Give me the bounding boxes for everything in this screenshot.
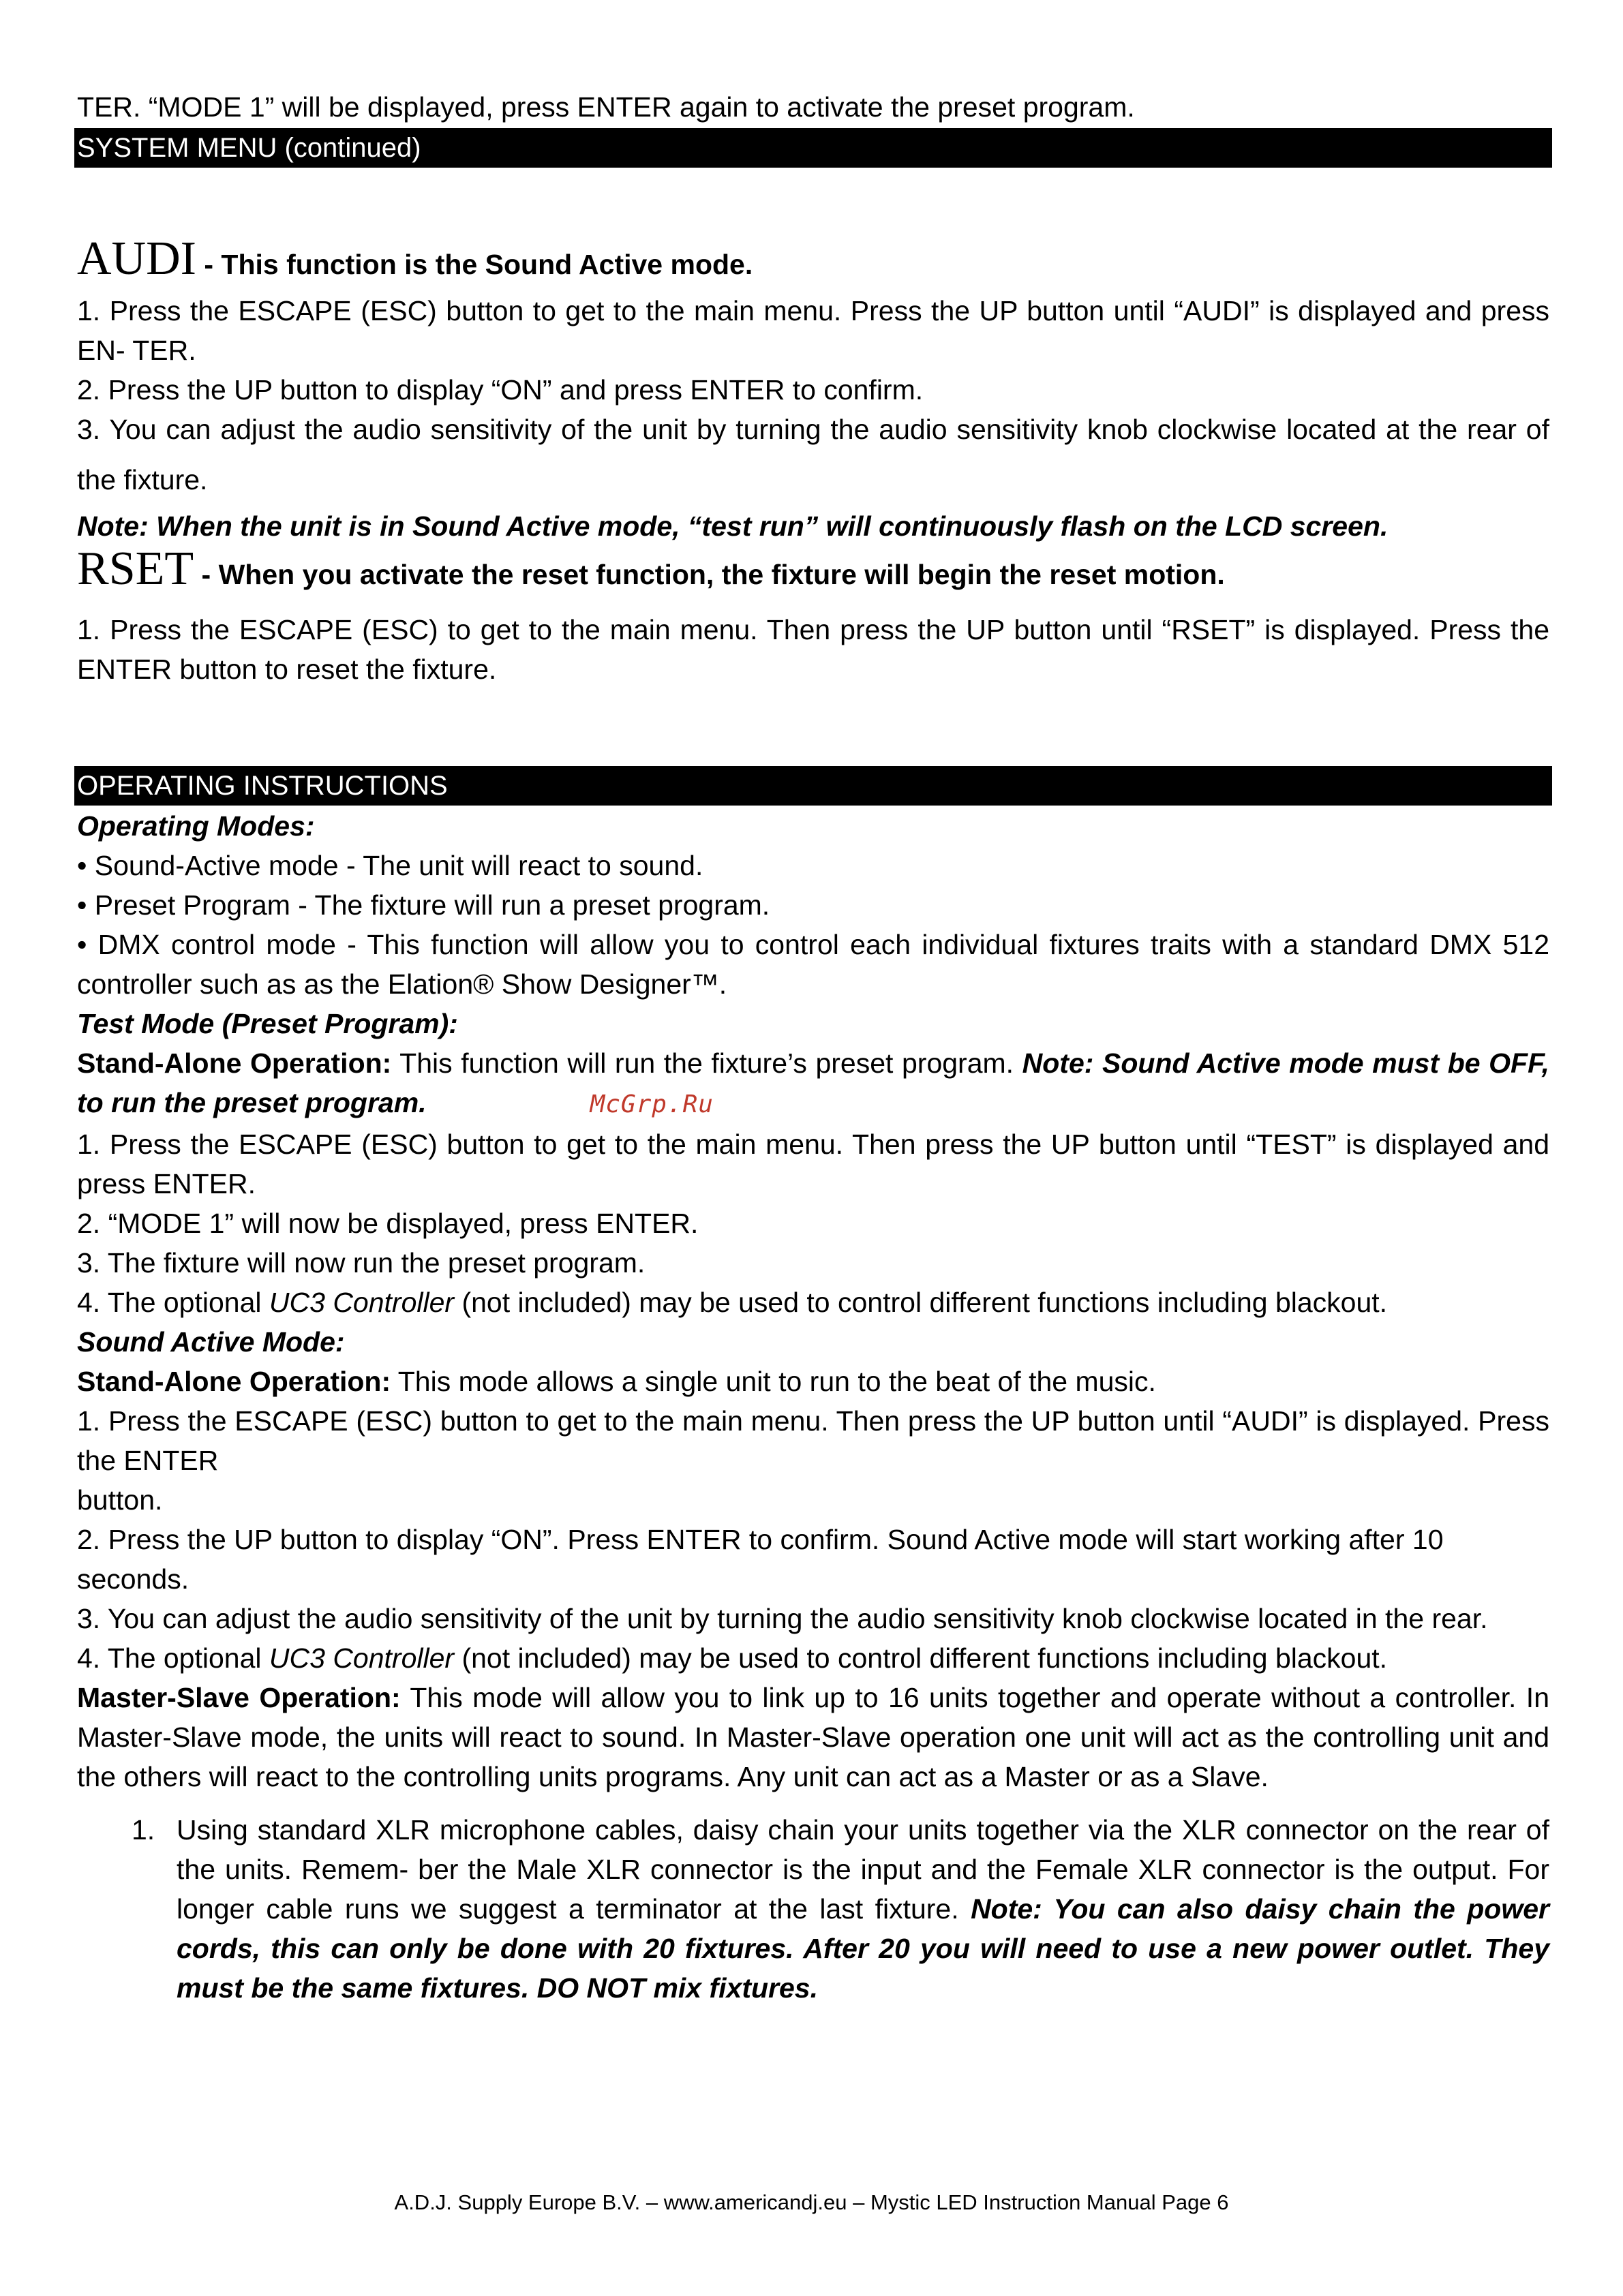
sa-label: Stand-Alone Operation: (77, 1366, 391, 1397)
standalone-note: Note: Sound Active mode must be OFF, to run the preset program. (77, 1047, 1549, 1118)
audi-step-3: 3. You can adjust the audio sensitivity of the unit by turning the audio sensitivity knob clockwise located at the rear of the fixture. (77, 414, 1549, 495)
list-item-number: 1. (132, 1814, 155, 1846)
ms-item-body: Using standard XLR microphone cables, daisy chain your units together via the XLR connector on the rear of the units. Remem- ber the Male XLR connector is the input and the Female XLR connector is the output. For longer cable runs we suggest a terminator at the last fixture. (177, 1814, 1549, 1925)
mode-dmx: • DMX control mode - This function will allow you to control each individual fixtures traits with a standard DMX 512 controller such as as the Elation® Show Designer™. (77, 929, 1549, 1000)
test-step-1: 1. Press the ESCAPE (ESC) button to get to the main menu. Then press the UP button until “TEST” is displayed and press ENTER. (77, 1129, 1549, 1199)
sa-step-4-prefix: 4. The optional (77, 1642, 269, 1674)
mode-preset: • Preset Program - The fixture will run a preset program. (77, 889, 770, 921)
rset-subtitle: - When you activate the reset function, the fixture will begin the reset motion. (201, 559, 1225, 590)
section-header-operating: OPERATING INSTRUCTIONS (74, 766, 1552, 806)
audi-code: AUDI (77, 232, 196, 285)
list-item (132, 1810, 1549, 2008)
audi-note: Note: When the unit is in Sound Active mode, “test run” will continuously flash on the LCD screen. (77, 510, 1389, 542)
page-footer: A.D.J. Supply Europe B.V. – www.americandj.eu – Mystic LED Instruction Manual Page 6 (394, 2190, 1229, 2214)
sa-text: This mode allows a single unit to run to the beat of the music. (391, 1366, 1156, 1397)
standalone-label: Stand-Alone Operation: (77, 1047, 392, 1079)
page-content (77, 87, 1549, 2008)
mode-sound-active: • Sound-Active mode - The unit will react to sound. (77, 850, 703, 881)
sa-step-1: 1. Press the ESCAPE (ESC) button to get to the main menu. Then press the UP button until “AUDI” is displayed. Press the ENTER (77, 1405, 1549, 1476)
ms-item-note: Note: You can also daisy chain the power cords, this can only be done with 20 fixtures. After 20 you will need to use a new power outlet. They must be the same fixtures. DO NOT mix fixtures. (177, 1893, 1550, 2004)
sa-step-1-cont: button. (77, 1484, 163, 1516)
rset-code: RSET (77, 542, 194, 595)
master-slave-list (77, 1810, 1549, 2008)
test-step-4-suffix: (not included) may be used to control different functions including blackout. (454, 1287, 1388, 1318)
test-step-2: 2. “MODE 1” will now be displayed, press ENTER. (77, 1208, 699, 1239)
operating-modes-heading: Operating Modes: (77, 810, 315, 842)
sa-step-4 (77, 1638, 1549, 1678)
test-mode-heading: Test Mode (Preset Program): (77, 1008, 458, 1039)
rset-heading (77, 543, 1549, 600)
master-slave-paragraph (77, 1678, 1549, 1796)
audi-step-1: 1. Press the ESCAPE (ESC) button to get to the main menu. Press the UP button until “AUDI” is displayed and press EN- TER. (77, 295, 1549, 366)
sa-step-3: 3. You can adjust the audio sensitivity of the unit by turning the audio sensitivity knob clockwise located in the rear. (77, 1603, 1488, 1634)
sa-step-2: 2. Press the UP button to display “ON”. Press ENTER to confirm. Sound Active mode will start working after 10 seconds. (77, 1524, 1444, 1595)
test-step-4-controller: UC3 Controller (269, 1287, 455, 1318)
sound-standalone (77, 1362, 1549, 1401)
sound-active-heading: Sound Active Mode: (77, 1326, 345, 1358)
ms-text: This mode will allow you to link up to 16 units together and operate without a controller. In Master-Slave mode, the units will react to sound. In Master-Slave operation one unit will act as the controlling unit and the others will react to the controlling units programs. Any unit can act as a Master or as a Slave. (77, 1682, 1549, 1792)
standalone-text: This function will run the fixture’s preset program. (391, 1047, 1022, 1079)
audi-subtitle: - This function is the Sound Active mode. (204, 249, 753, 280)
list-item-text (177, 1810, 1549, 2008)
test-step-3: 3. The fixture will now run the preset program. (77, 1247, 646, 1279)
watermark-text: McGrp.Ru (590, 1090, 714, 1118)
audi-heading (77, 232, 1549, 291)
sa-step-4-suffix: (not included) may be used to control different functions including blackout. (454, 1642, 1388, 1674)
sa-step-4-controller: UC3 Controller (269, 1642, 455, 1674)
continued-text: TER. “MODE 1” will be displayed, press ENTER again to activate the preset program. (77, 91, 1135, 123)
spacer (77, 689, 1549, 766)
ms-label: Master-Slave Operation: (77, 1682, 401, 1713)
section-header-system-menu: SYSTEM MENU (continued) (74, 128, 1552, 168)
test-step-4-prefix: 4. The optional (77, 1287, 269, 1318)
test-step-4 (77, 1283, 1549, 1322)
audi-step-2: 2. Press the UP button to display “ON” and press ENTER to confirm. (77, 374, 924, 405)
rset-step-1: 1. Press the ESCAPE (ESC) to get to the main menu. Then press the UP button until “RSET” is displayed. Press the ENTER button to reset the fixture. (77, 614, 1549, 685)
test-standalone (77, 1043, 1549, 1124)
